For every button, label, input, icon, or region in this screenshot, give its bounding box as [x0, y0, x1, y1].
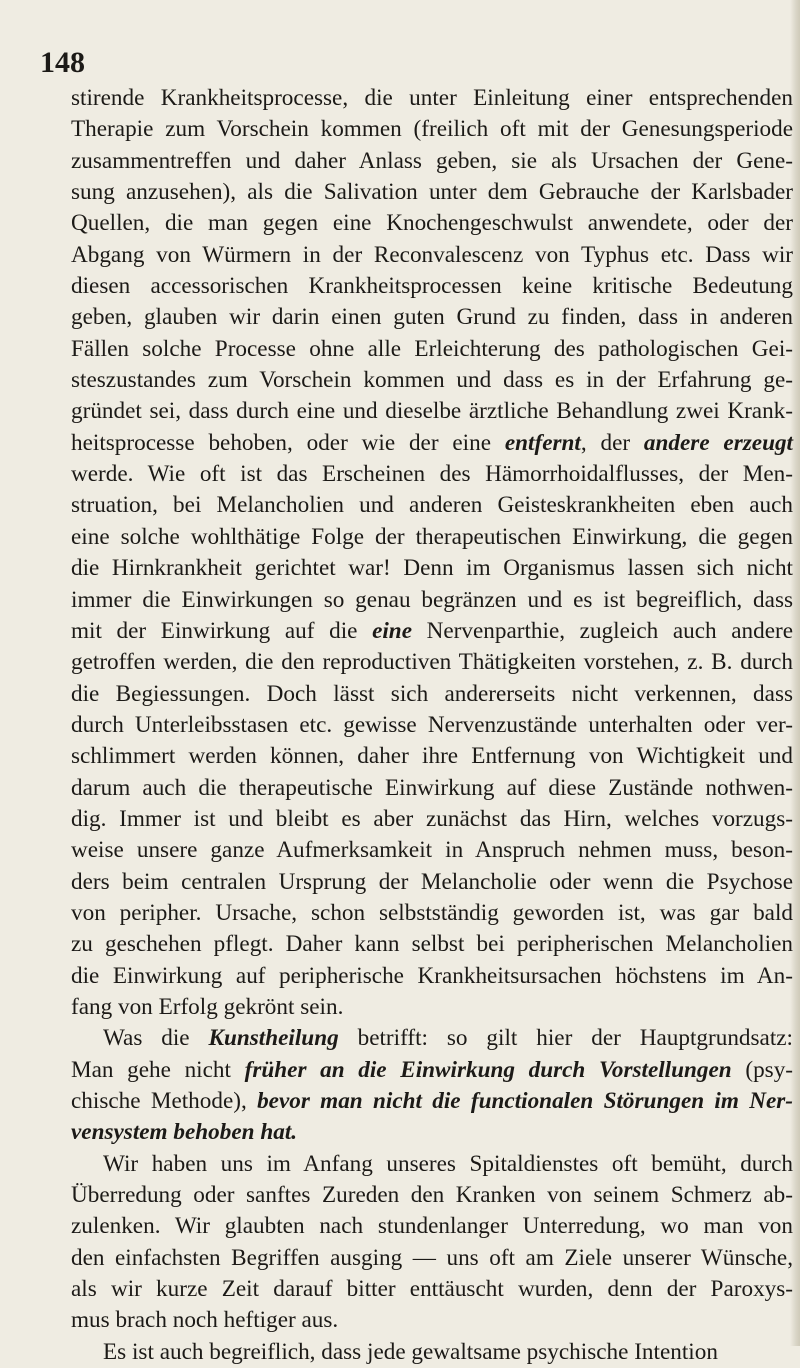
text-run: ders beim centralen Ursprung der Melancholie oder wenn die Psychose [71, 868, 793, 895]
text-line [71, 1149, 793, 1180]
text-run: die Begiessungen. Doch lässt sich andererseits nicht verkennen, dass [71, 680, 793, 707]
emphasis-text: eine [372, 617, 412, 644]
text-run: schlimmert werden können, daher ihre Entfernung von Wichtigkeit und [71, 743, 793, 770]
text-run: Man gehe nicht [71, 1056, 245, 1083]
text-run: den einfachsten Begriffen ausging — uns oft am Ziele unserer Wünsche, [71, 1244, 793, 1271]
text-run: geben, glauben wir darin einen guten Grund zu finden, dass in anderen [71, 304, 793, 331]
text-run: betrifft: so gilt hier der Hauptgrundsatz: [338, 1025, 793, 1052]
text-run: die Hirnkrankheit gerichtet war! Denn im Organismus lassen sich nicht [71, 555, 793, 582]
text-line [71, 83, 793, 114]
text-run: chische Methode), [71, 1088, 258, 1114]
text-run: diesen accessorischen Krankheitsprocessen keine kritische Bedeutung [71, 273, 793, 300]
emphasis-text: entfernt [504, 429, 581, 456]
text-run: darum auch die therapeutische Einwirkung auf diese Zustände nothwen- [71, 774, 793, 801]
text-run: dig. Immer ist und bleibt es aber zunächst das Hirn, welches vorzugs- [71, 805, 793, 832]
text-line [71, 616, 793, 647]
paragraph [71, 1149, 793, 1337]
text-run: gründet sei, dass durch eine und dieselbe ärztliche Behandlung zwei Krank- [71, 398, 793, 425]
text-run: steszustandes zum Vorschein kommen und dass es in der Erfahrung ge- [71, 367, 793, 394]
text-line [71, 1243, 793, 1274]
text-line [71, 428, 793, 459]
text-run: Überredung oder sanftes Zureden den Kranken von seinem Schmerz ab- [71, 1182, 793, 1209]
text-line [71, 1180, 793, 1211]
text-line [71, 679, 793, 710]
text-line [71, 1305, 793, 1336]
text-line [71, 710, 793, 741]
emphasis-text: bevor man nicht die functionalen Störungen im Ner- [257, 1088, 793, 1114]
text-line [71, 208, 793, 239]
emphasis-text: andere erzeugt [643, 429, 793, 456]
page-number: 148 [40, 46, 85, 79]
text-run: zu geschehen pflegt. Daher kann selbst bei peripherischen Melancholien [71, 931, 793, 958]
text-run: (psy- [731, 1056, 794, 1083]
emphasis-text: vensystem behoben hat. [71, 1119, 298, 1146]
text-run: von peripher. Ursache, schon selbstständig geworden ist, was gar bald [71, 899, 793, 926]
text-line [71, 240, 793, 271]
text-run: Wir haben uns im Anfang unseres Spitaldienstes oft bemüht, durch [103, 1150, 793, 1177]
text-line [71, 585, 793, 616]
text-run: Quellen, die man gegen eine Knochengeschwulst anwendete, oder der [71, 210, 793, 237]
emphasis-text: Kunstheilung [208, 1025, 339, 1052]
text-line [71, 929, 793, 960]
text-line [71, 773, 793, 804]
text-line [71, 365, 793, 396]
text-run: Nervenparthie, zugleich auch andere [412, 617, 794, 644]
text-line [71, 1055, 793, 1086]
text-line [71, 835, 793, 866]
paragraph [71, 1337, 793, 1368]
text-run: , der [580, 429, 644, 456]
paragraph [71, 1023, 793, 1148]
text-run: fang von Erfolg gekrönt sein. [71, 993, 344, 1020]
text-run: die Einwirkung auf peripherische Krankheitsursachen höchstens im An- [71, 962, 793, 989]
text-line [71, 1211, 793, 1242]
text-run: stirende Krankheitsprocesse, die unter Einleitung einer entsprechenden [71, 85, 793, 111]
text-line [71, 302, 793, 333]
text-line [71, 553, 793, 584]
text-run: sung anzusehen), als die Salivation unter dem Gebrauche der Karlsbader [71, 179, 793, 206]
text-run: werde. Wie oft ist das Erscheinen des Hämorrhoidalflusses, der Men- [71, 461, 793, 488]
text-line [71, 961, 793, 992]
paragraph [71, 83, 793, 1023]
text-run: weise unsere ganze Aufmerksamkeit in Anspruch nehmen muss, beson- [71, 837, 793, 864]
text-run: mit der Einwirkung auf die [71, 617, 373, 644]
text-run: Abgang von Würmern in der Reconvalescenz von Typhus etc. Dass wir [71, 241, 793, 268]
text-run: zusammentreffen und daher Anlass geben, sie als Ursachen der Gene- [71, 147, 793, 174]
text-line [71, 271, 793, 302]
text-run: Fällen solche Processe ohne alle Erleichterung des pathologischen Gei- [71, 335, 793, 362]
text-line [71, 741, 793, 772]
text-line [71, 804, 793, 835]
text-run: Therapie zum Vorschein kommen (freilich oft mit der Genesungsperiode [71, 116, 793, 143]
text-line [71, 647, 793, 678]
text-run: getroffen werden, die den reproductiven Thätigkeiten vorstehen, z. B. durch [71, 649, 793, 676]
text-line [71, 114, 793, 145]
text-line [71, 1117, 793, 1148]
text-run: Es ist auch begreiflich, dass jede gewaltsame psychische Intention [103, 1338, 718, 1365]
text-run: heitsprocesse behoben, oder wie der eine [71, 429, 505, 456]
text-line [71, 1086, 793, 1117]
text-run: durch Unterleibsstasen etc. gewisse Nervenzustände unterhalten oder ver- [71, 711, 793, 738]
text-line [71, 459, 793, 490]
text-line [71, 1023, 793, 1054]
text-line [71, 1274, 793, 1305]
text-line [71, 1337, 793, 1368]
text-line [71, 396, 793, 427]
text-run: struation, bei Melancholien und anderen Geisteskrankheiten eben auch [71, 492, 793, 519]
text-run: als wir kurze Zeit darauf bitter enttäuscht wurden, denn der Paroxys- [71, 1276, 793, 1303]
text-run: Was die [103, 1025, 209, 1052]
text-run: zulenken. Wir glaubten nach stundenlanger Unterredung, wo man von [71, 1213, 793, 1240]
text-run: immer die Einwirkungen so genau begränzen und es ist begreiflich, dass [71, 586, 793, 613]
text-run: eine solche wohlthätige Folge der therapeutischen Einwirkung, die gegen [71, 523, 793, 550]
text-line [71, 146, 793, 177]
emphasis-text: früher an die Einwirkung durch Vorstellungen [244, 1056, 732, 1083]
text-line [71, 522, 793, 553]
text-run: mus brach noch heftiger aus. [71, 1307, 339, 1334]
body-text [71, 83, 793, 1368]
text-line [71, 490, 793, 521]
text-line [71, 334, 793, 365]
text-line [71, 898, 793, 929]
text-line [71, 177, 793, 208]
text-line [71, 992, 793, 1023]
text-line [71, 867, 793, 898]
